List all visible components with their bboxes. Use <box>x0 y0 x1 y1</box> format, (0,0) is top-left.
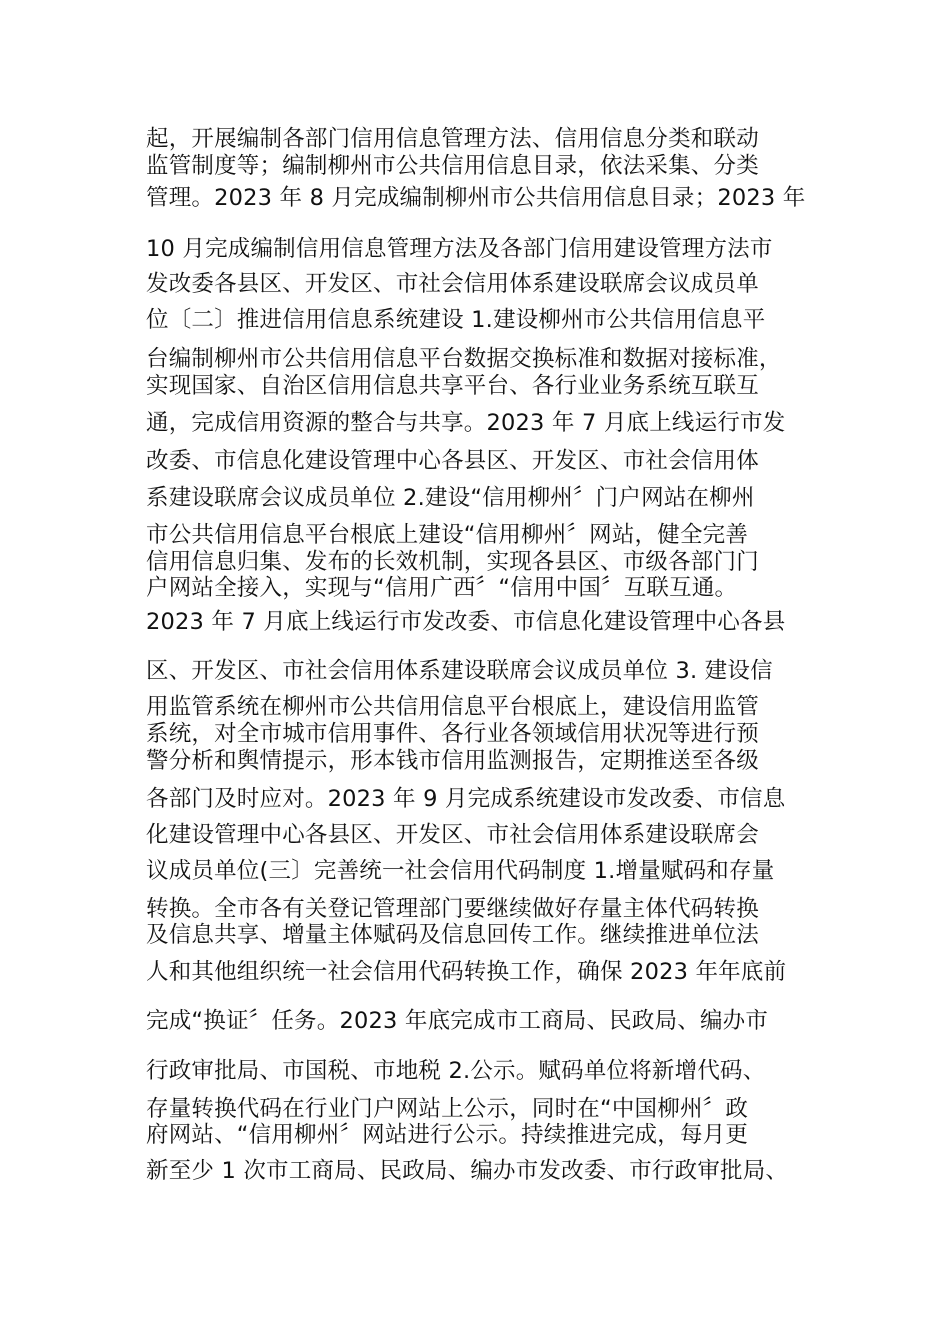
text-line: 台编制柳州市公共信用信息平台数据交换标准和数据对接标准， <box>146 346 782 372</box>
text-line: 行政审批局、市国税、市地税 2.公示。赋码单位将新增代码、 <box>146 1058 766 1084</box>
text-line: 存量转换代码在行业门户网站上公示，同时在“中国柳州〞政 <box>146 1096 749 1122</box>
text-line: 通，完成信用资源的整合与共享。2023 年 7 月底上线运行市发 <box>146 410 786 436</box>
text-line: 议成员单位(三〕完善统一社会信用代码制度 1.增量赋码和存量 <box>146 858 775 884</box>
text-line: 户网站全接入，实现与“信用广西〞“信用中国〞互联互通。 <box>146 575 738 601</box>
text-line: 用监管系统在柳州市公共信用信息平台根底上，建设信用监管 <box>146 694 759 720</box>
text-line: 10 月完成编制信用信息管理方法及各部门信用建设管理方法市 <box>146 236 773 262</box>
text-line: 起，开展编制各部门信用信息管理方法、信用信息分类和联动 <box>146 126 759 152</box>
text-line: 改委、市信息化建设管理中心各县区、开发区、市社会信用体 <box>146 448 759 474</box>
text-line: 转换。全市各有关登记管理部门要继续做好存量主体代码转换 <box>146 896 759 922</box>
text-line: 警分析和舆情提示，形本钱市信用监测报告，定期推送至各级 <box>146 748 759 774</box>
text-line: 管理。2023 年 8 月完成编制柳州市公共信用信息目录；2023 年 <box>146 185 806 211</box>
text-line: 位〔二〕推进信用信息系统建设 1.建设柳州市公共信用信息平 <box>146 307 766 333</box>
text-line: 化建设管理中心各县区、开发区、市社会信用体系建设联席会 <box>146 822 759 848</box>
text-line: 人和其他组织统一社会信用代码转换工作，确保 2023 年年底前 <box>146 959 787 985</box>
text-line: 新至少 1 次市工商局、民政局、编办市发改委、市行政审批局、 <box>146 1158 789 1184</box>
text-line: 府网站、“信用柳州〞网站进行公示。持续推进完成，每月更 <box>146 1122 749 1148</box>
text-line: 系建设联席会议成员单位 2.建设“信用柳州〞门户网站在柳州 <box>146 485 755 511</box>
text-line: 发改委各县区、开发区、市社会信用体系建设联席会议成员单 <box>146 271 759 297</box>
text-line: 区、开发区、市社会信用体系建设联席会议成员单位 3. 建设信 <box>146 658 773 684</box>
text-line: 信用信息归集、发布的长效机制，实现各县区、市级各部门门 <box>146 549 759 575</box>
text-line: 监管制度等；编制柳州市公共信用信息目录，依法采集、分类 <box>146 153 759 179</box>
text-line: 及信息共享、增量主体赋码及信息回传工作。继续推进单位法 <box>146 922 759 948</box>
text-line: 各部门及时应对。2023 年 9 月完成系统建设市发改委、市信息 <box>146 786 786 812</box>
text-line: 完成“换证〞任务。2023 年底完成市工商局、民政局、编办市 <box>146 1008 769 1034</box>
text-line: 系统，对全市城市信用事件、各行业各领域信用状况等进行预 <box>146 721 759 747</box>
text-line: 实现国家、自治区信用信息共享平台、各行业业务系统互联互 <box>146 373 759 399</box>
text-line: 市公共信用信息平台根底上建设“信用柳州〞网站，健全完善 <box>146 522 749 548</box>
text-line: 2023 年 7 月底上线运行市发改委、市信息化建设管理中心各县 <box>146 609 786 635</box>
